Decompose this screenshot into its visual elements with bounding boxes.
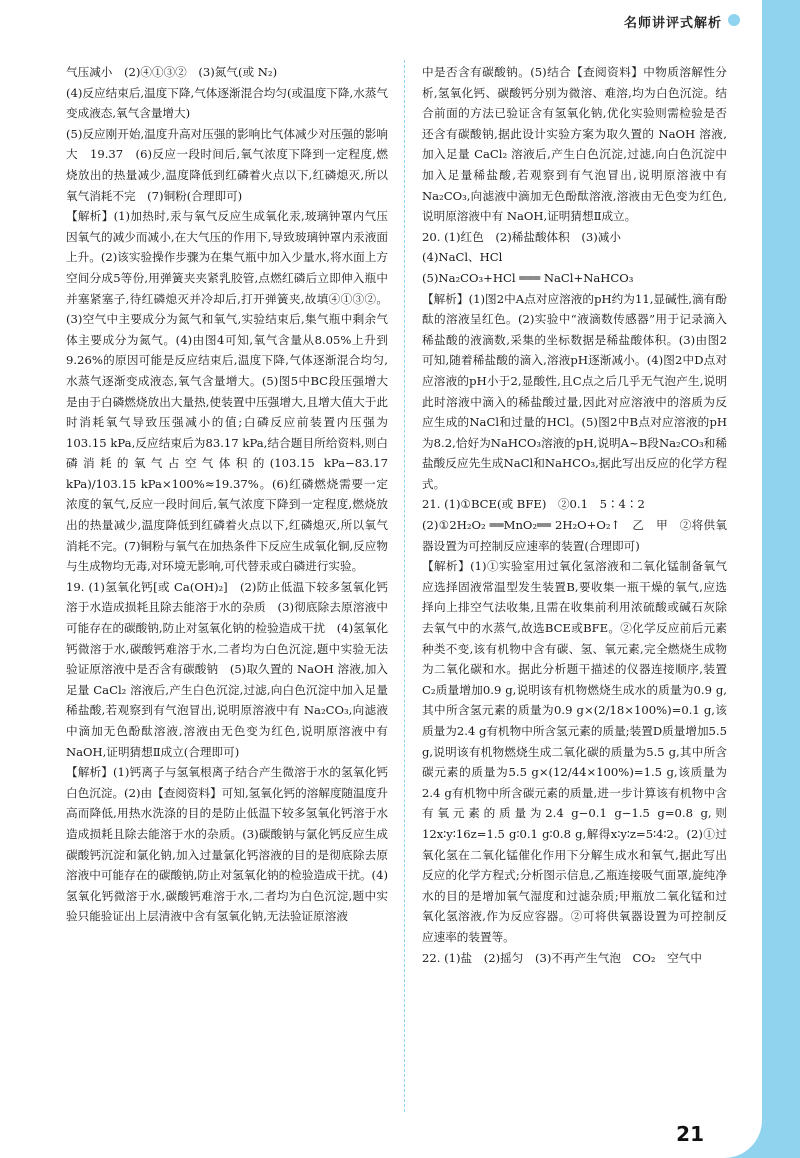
- question-22-answer: 22. (1)盐 (2)摇匀 (3)不再产生气泡 CO₂ 空气中: [422, 950, 702, 965]
- analysis-continuation: 中是否含有碳酸钠。(5)结合【查阅资料】中物质溶解性分析,氢氧化钙、碳酸钙分别为微溶、难溶,均为白色沉淀。结合前面的方法已验证含有氢氧化钠,优化实验则需检验是否还含有碳酸钠,据此设计实验方案为取久置的 NaOH 溶液,加入足量 CaCl₂ 溶液后,产生白色沉淀,过滤,向白色沉淀中加入足量稀盐酸,若观察到有气泡冒出,说明原溶液中有 Na₂CO₃,向滤液中滴加无色酚酞溶液,溶液由无色变为红色,说明原溶液中有 NaOH,证明猜想Ⅱ成立。: [422, 65, 727, 224]
- column-divider: [404, 60, 405, 1112]
- analysis-paragraph: 【解析】(1)加热时,汞与氧气反应生成氧化汞,玻璃钟罩内气压因氧气的减少而减小,在大气压的作用下,导致玻璃钟罩内汞液面上升。(2)该实验操作步骤为在集气瓶中加入少量水,将水面上方空间分成5等份,用弹簧夹夹紧乳胶管,点燃红磷后立即伸入瓶中并塞紧塞子,待红磷熄灭并冷却后,打开弹簧夹,故填④①③②。(3)空气中主要成分为氮气和氧气,实验结束后,集气瓶中剩余气体主要成分为氮气。(4)由图4可知,氧气含量从8.05%上升到9.26%的原因可能是反应结束后,温度下降,气体逐渐混合均匀,水蒸气逐渐变成液态,氧气含量增大。(5)图5中BC段压强增大是由于白磷燃烧放出大量热,使装置中压强增大,且增大值大于此时消耗氧气导致压强减小的值;白磷反应前装置内压强为103.15 kPa,反应结束后为83.17 kPa,结合题目所给资料,则白磷消耗的氧气占空气体积的(103.15 kPa−83.17 kPa)/103.15 kPa×100%≈19.37%。(6)红磷燃烧需要一定浓度的氧气,反应一段时间后,氧气浓度下降到一定程度,燃烧放出的热量减少,温度降低到红磷着火点以下,红磷熄灭,所以氧气消耗不完。(7)铜粉与氧气在加热条件下反应生成氧化铜,反应物与生成物均无毒,对环境无影响,可代替汞或白磷进行实验。: [66, 209, 388, 574]
- answer-paragraph: (5)反应刚开始,温度升高对压强的影响比气体减少对压强的影响大 19.37 (6)反应一段时间后,氧气浓度下降到一定程度,燃烧放出的热量减少,温度降低到红磷着火点以下,红磷熄灭,所以氧气消耗不完 (7)铜粉(合理即可): [66, 126, 388, 203]
- page-number: 21: [676, 1122, 704, 1146]
- header-title: 名师讲评式解析: [623, 16, 722, 31]
- answer-paragraph: (4)NaCl、HCl: [422, 250, 503, 265]
- question-21-analysis: 【解析】(1)①实验室用过氧化氢溶液和二氧化锰制备氧气应选择固液常温型发生装置B,要收集一瓶干燥的氧气,应选择向上排空气法收集,且需在收集前利用浓硫酸或碱石灰除去氧气中的水蒸气,故选BCE或BFE。②化学反应前后元素种类不变,该有机物中含有碳、氢、氧元素,完全燃烧生成物为二氧化碳和水。据此分析题干描述的仪器连接顺序,装置C₂质量增加0.9 g,说明该有机物燃烧生成水的质量为0.9 g,其中所含氢元素的质量为0.9 g×(2/18×100%)=0.1 g,该质量为2.4 g有机物中所含氢元素的质量;装置D质量增加5.5 g,说明该有机物燃烧生成二氧化碳的质量为5.5 g,其中所含碳元素的质量为5.5 g×(12/44×100%)=1.5 g,该质量为2.4 g有机物中所含碳元素的质量,进一步计算该有机物中含有氧元素的质量为2.4 g−0.1 g−1.5 g=0.8 g,则12x∶y∶16z=1.5 g∶0.1 g∶0.8 g,解得x∶y∶z=5∶4∶2。(2)①过氧化氢在二氧化锰催化作用下分解生成水和氧气,据此写出反应的化学方程式;分析图示信息,乙瓶连接吸气面罩,旋纯净水的目的是增加氧气湿度和过滤杂质;甲瓶放二氧化锰和过氧化氢溶液,作为反应容器。②可将供氧器设置为可控制反应速率的装置等。: [422, 559, 727, 944]
- question-19-analysis: 【解析】(1)钙离子与氢氧根离子结合产生微溶于水的氢氧化钙白色沉淀。(2)由【查阅资料】可知,氢氧化钙的溶解度随温度升高而降低,用热水洗涤的目的是防止低温下较多氢氧化钙溶于水造成损耗且除去能溶于水的杂质。(3)碳酸钠与氯化钙反应生成碳酸钙沉淀和氯化钠,加入过量氯化钙溶液的目的是彻底除去原溶液中可能存在的碳酸钠,防止对氢氧化钠的检验造成干扰。(4)氢氧化钙微溶于水,碳酸钙难溶于水,二者均为白色沉淀,题中实验只能验证出上层清液中含有氢氧化钠,无法验证原溶液: [66, 765, 388, 924]
- question-21-answer: 21. (1)①BCE(或 BFE) ②0.1 5∶4∶2: [422, 497, 645, 512]
- left-column: [66, 62, 388, 1116]
- question-19-answer: 19. (1)氢氧化钙[或 Ca(OH)₂] (2)防止低温下较多氢氧化钙溶于水造成损耗且除去能溶于水的杂质 (3)彻底除去原溶液中可能存在的碳酸钠,防止对氢氧化钠的检验造成干扰 (4)氢氧化钙微溶于水,碳酸钙难溶于水,二者均为白色沉淀,题中实验无法验证原溶液中是否含有碳酸钠 (5)取久置的 NaOH 溶液,加入足量 CaCl₂ 溶液后,产生白色沉淀,过滤,向白色沉淀中加入足量稀盐酸,若观察到有气泡冒出,说明原溶液中有 Na₂CO₃,向滤液中滴加无色酚酞溶液,溶液由无色变为红色,说明原溶液中有 NaOH,证明猜想Ⅱ成立(合理即可): [66, 579, 388, 759]
- right-column: [422, 62, 727, 1116]
- answer-paragraph: (4)反应结束后,温度下降,气体逐渐混合均匀(或温度下降,水蒸气变成液态,氧气含量增大): [66, 85, 388, 121]
- question-20-answer: 20. (1)红色 (2)稀盐酸体积 (3)减小: [422, 229, 621, 244]
- page-header: [0, 0, 762, 40]
- header-decoration: [728, 14, 740, 26]
- question-20-analysis: 【解析】(1)图2中A点对应溶液的pH约为11,显碱性,滴有酚酞的溶液呈红色。(2)实验中“液滴数传感器”用于记录滴入稀盐酸的液滴数,采集的坐标数据是稀盐酸体积。(3)由图2可知,随着稀盐酸的滴入,溶液pH逐渐减小。(4)图2中D点对应溶液的pH小于2,显酸性,且C点之后几乎无气泡产生,说明此时溶液中滴入的稀盐酸过量,因此对应溶液中的溶质为反应生成的NaCl和过量的HCl。(5)图2中B点对应溶液的pH为8.2,恰好为NaHCO₃溶液的pH,说明A~B段Na₂CO₃和稀盐酸反应先生成NaCl和NaHCO₃,据此写出反应的化学方程式。: [422, 291, 727, 491]
- answer-paragraph: 气压减小 (2)④①③② (3)氮气(或 N₂): [66, 65, 278, 79]
- answer-paragraph: (2)①2H₂O₂ ══MnO₂══ 2H₂O+O₂↑ 乙 甲 ②将供氧器设置为可控制反应速率的装置(合理即可): [422, 518, 727, 553]
- chemical-equation: (5)Na₂CO₃+HCl ═══ NaCl+NaHCO₃: [422, 270, 634, 285]
